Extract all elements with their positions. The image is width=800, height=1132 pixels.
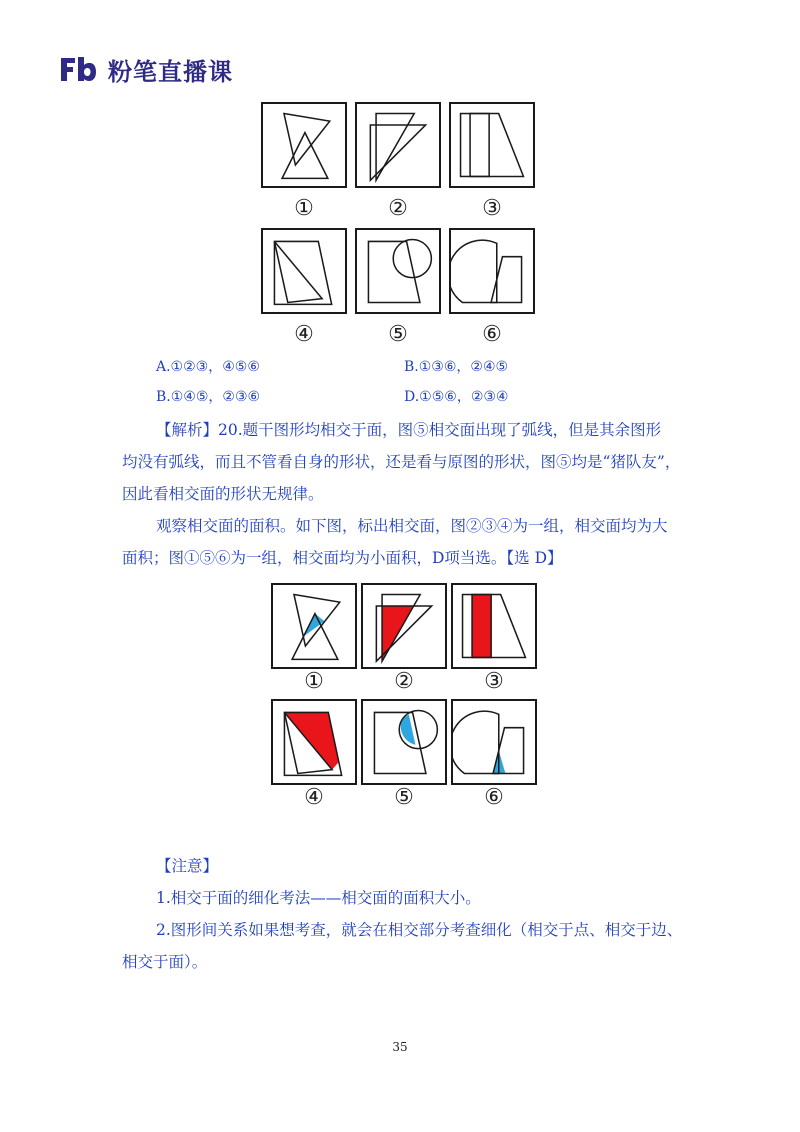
figure-box-4 [261,228,347,314]
answer-label-4: ④ [304,785,324,810]
figure-label-6: ⑥ [482,322,502,347]
figure-box-3 [449,102,535,188]
figure-box-6 [449,228,535,314]
notes-item-2: 2.图形间关系如果想考查，就会在相交部分考查细化（相交于点、相交于边、 [156,921,683,939]
answer-label-6: ⑥ [484,785,504,810]
option-a: A.①②③，④⑤⑥ [156,359,260,375]
option-b: B.①③⑥，②④⑤ [404,359,509,375]
figure-label-5: ⑤ [388,322,408,347]
answer-box-6 [451,699,537,785]
option-c: B.①④⑤，②③⑥ [156,389,261,405]
analysis-line-5: 面积；图①⑤⑥为一组，相交面均为小面积，D项当选。【选 D】 [122,549,563,567]
answer-label-3: ③ [484,669,504,694]
highlight-triangles-icon [273,585,355,667]
shape-sector-icon [451,230,533,312]
brand-logo [58,52,233,86]
shape-wedges-icon [357,104,439,186]
answer-box-1 [271,583,357,669]
fb-logo-icon [58,54,98,84]
figure-box-1 [261,102,347,188]
notes-item-2-cont: 相交于面）。 [122,953,208,971]
brand-name: 粉笔直播课 [108,57,233,86]
analysis-line-2: 均没有弧线，而且不管看自身的形状，还是看与原图的形状，图⑤均是“猪队友”， [122,453,681,471]
analysis-line-1: 【解析】20.题干图形均相交于面，图⑤相交面出现了弧线，但是其余图形 [156,421,662,439]
shape-rect-trapezoid-icon [451,104,533,186]
highlight-quad-icon [273,701,355,783]
answer-label-5: ⑤ [394,785,414,810]
analysis-line-4: 观察相交面的面积。如下图，标出相交面，图②③④为一组，相交面均为大 [156,517,668,535]
notes-title: 【注意】 [156,857,219,875]
page-number: 35 [392,1040,408,1054]
figure-label-1: ① [294,196,314,221]
shape-circle-trapezoid-icon [357,230,439,312]
notes-item-1: 1.相交于面的细化考法——相交面的面积大小。 [156,889,481,907]
answer-box-5 [361,699,447,785]
figure-label-4: ④ [294,322,314,347]
answer-box-4 [271,699,357,785]
figure-label-2: ② [388,196,408,221]
answer-box-2 [361,583,447,669]
shape-quad-icon [263,230,345,312]
highlight-wedges-icon [363,585,445,667]
figure-box-2 [355,102,441,188]
answer-label-1: ① [304,669,324,694]
figure-label-3: ③ [482,196,502,221]
highlight-circle-icon [363,701,445,783]
large-area-fill [472,595,491,658]
highlight-sector-icon [453,701,535,783]
shape-triangles-icon [263,104,345,186]
figure-box-5 [355,228,441,314]
option-d: D.①⑤⑥，②③④ [404,389,509,405]
answer-box-3 [451,583,537,669]
analysis-line-3: 因此看相交面的形状无规律。 [122,485,324,503]
highlight-rect-icon [453,585,535,667]
answer-label-2: ② [394,669,414,694]
